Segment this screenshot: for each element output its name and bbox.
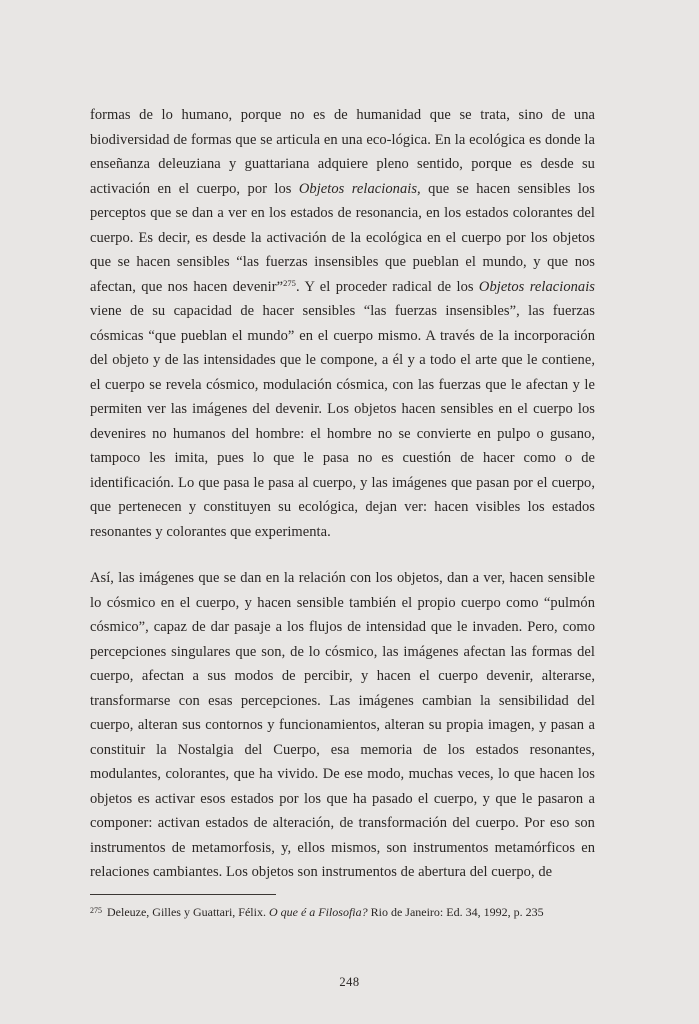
footnote-author: Deleuze, Gilles y Guattari, Félix. [104, 905, 269, 919]
paragraph-1 [90, 103, 595, 544]
text-run: , que se hacen sensibles los perceptos que se dan a ver en los estados de resonancia, en los estados colorantes del cuerpo. Es decir, es desde la activación de la ecológica en el cuerpo por los objetos que se hacen sensibles “las fuerzas insensibles que pueblan el mundo, y que nos afectan, que nos hacen devenir” [90, 180, 596, 295]
footnote-number: 275 [90, 906, 102, 915]
page-number: 248 [339, 975, 360, 989]
text-run: Así, las imágenes que se dan en la relación con los objetos, dan a ver, hacen sensible lo cósmico en el cuerpo, y hacen sensible también el propio cuerpo como “pulmón cósmico”, capaz de dar pasaje a los flujos de intensidad que le invaden. Pero, como percepciones singulares que son, de lo cósmico, las imágenes afectan las formas del cuerpo, afectan a sus modos de percibir, y hacen el cuerpo devenir, alterarse, transformarse con esas percepciones. Las imágenes cambian la sensibilidad del cuerpo, alteran sus contornos y funcionamientos, alteran su propia imagen, y pasan a constituir la Nostalgia del Cuerpo, esa memoria de los estados resonantes, modulantes, colorantes, que ha vivido. De ese modo, muchas veces, lo que hacen los objetos es activar esos estados por los que ha pasado el cuerpo, y que le pasaron a componer: activan estados de alteración, de transformación del cuerpo. Por eso son instrumentos de metamorfosis, y, ellos mismos, son instrumentos metamórficos en relaciones cambiantes. Los objetos son instrumentos de abertura del cuerpo, de [90, 570, 595, 880]
italic-title: Objetos relacionais [478, 278, 595, 295]
italic-title: Objetos relacionais [298, 180, 418, 197]
text-run: . Y el proceder radical de los [295, 278, 479, 295]
footnote-reference: 275 [283, 277, 296, 288]
footnote [90, 903, 595, 920]
footnote-publication: Rio de Janeiro: Ed. 34, 1992, p. 235 [367, 905, 544, 919]
footnote-title: O que é a Filosofia? [268, 905, 368, 919]
paragraph-2 [90, 566, 595, 885]
footnote-separator [90, 894, 276, 895]
body-text [90, 103, 595, 885]
text-run: formas de lo humano, porque no es de humanidad que se trata, sino de una biodiversidad de formas que se articula en una eco-lógica. En la ecológica es donde la enseñanza deleuziana y guattariana adquiere pleno sentido, porque es desde su activación en el cuerpo, por los [90, 107, 595, 197]
text-run: viene de su capacidad de hacer sensibles “las fuerzas insensibles”, las fuerzas cósmicas “que pueblan el mundo” en el cuerpo mismo. A través de la incorporación del objeto y de las intensidades que le compone, a él y a todo el arte que le contiene, el cuerpo se revela cósmico, modulación cósmica, con las fuerzas que le afectan y le permiten ver las imágenes del devenir. Los objetos hacen sensibles en el cuerpo los devenires no humanos del hombre: el hombre no se convierte en pulpo o gusano, tampoco les imita, pues lo que le pasa no es cuestión de hacer como o de identificación. Lo que pasa le pasa al cuerpo, y las imágenes que pasan por el cuerpo, que pertenecen y constituyen su ecológica, dejan ver: hacen visibles los estados resonantes y colorantes que experimenta. [90, 303, 595, 540]
